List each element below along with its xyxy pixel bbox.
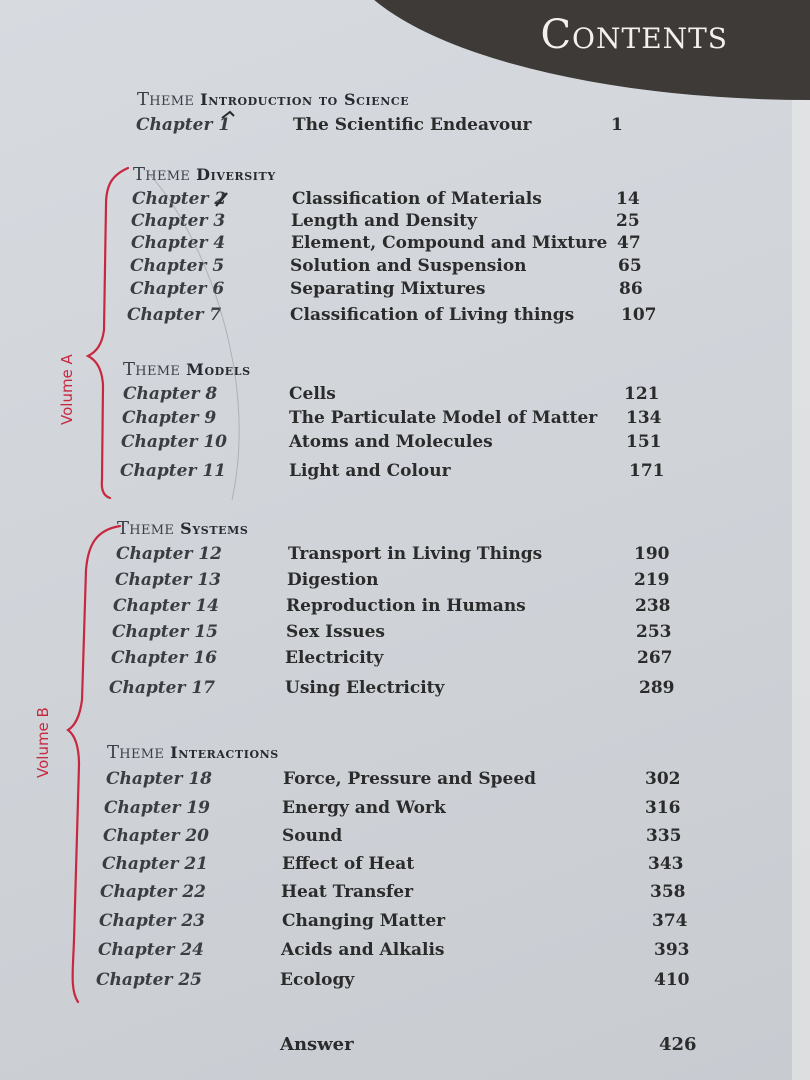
chapter-number: Chapter 9 xyxy=(122,408,217,428)
chapter-title: Classification of Living things xyxy=(290,305,575,325)
chapter-page: 14 xyxy=(616,189,640,209)
chapter-title: Classification of Materials xyxy=(292,189,542,209)
chapter-title: Ecology xyxy=(280,970,355,990)
chapter-number: Chapter 16 xyxy=(111,648,217,668)
chapter-title: Heat Transfer xyxy=(281,882,414,902)
chapter-page: 171 xyxy=(629,461,665,481)
chapter-page: 238 xyxy=(635,596,671,616)
answer-label: Answer xyxy=(280,1034,354,1055)
chapter-page: 1 xyxy=(611,115,623,135)
chapter-page: 253 xyxy=(636,622,672,642)
chapter-title: Separating Mixtures xyxy=(290,279,486,299)
chapter-page: 343 xyxy=(648,854,684,874)
chapter-number: Chapter 6 xyxy=(130,279,225,299)
chapter-title: Effect of Heat xyxy=(282,854,415,874)
chapter-page: 219 xyxy=(634,570,670,590)
theme-name: Interactions xyxy=(170,743,279,762)
chapter-page: 107 xyxy=(621,305,657,325)
chapter-title: Sound xyxy=(282,826,343,846)
chapter-title: Solution and Suspension xyxy=(290,256,527,276)
chapter-number: Chapter 1 xyxy=(136,115,231,135)
chapter-title: Digestion xyxy=(287,570,379,590)
chapter-number: Chapter 25 xyxy=(96,970,202,990)
chapter-page: 86 xyxy=(619,279,643,299)
theme-name: Models xyxy=(186,360,251,379)
page-title: Contents xyxy=(540,12,728,58)
chapter-title: The Scientific Endeavour xyxy=(293,115,532,135)
chapter-title: Reproduction in Humans xyxy=(286,596,526,616)
chapter-number: Chapter 7 xyxy=(127,305,222,325)
chapter-page: 335 xyxy=(646,826,682,846)
chapter-number: Chapter 13 xyxy=(115,570,221,590)
theme-name: Introduction to Science xyxy=(200,90,410,109)
chapter-page: 65 xyxy=(618,256,642,276)
chapter-title: Length and Density xyxy=(291,211,478,231)
chapter-page: 47 xyxy=(617,233,641,253)
chapter-page: 316 xyxy=(645,798,681,818)
volume-b-annotation: Volume B xyxy=(34,707,52,778)
chapter-title: The Particulate Model of Matter xyxy=(289,408,598,428)
chapter-number: Chapter 5 xyxy=(130,256,225,276)
chapter-number: Chapter 23 xyxy=(99,911,205,931)
chapter-page: 25 xyxy=(616,211,640,231)
chapter-number: Chapter 18 xyxy=(106,769,212,789)
chapter-number: Chapter 8 xyxy=(123,384,218,404)
chapter-page: 267 xyxy=(637,648,673,668)
chapter-number: Chapter 20 xyxy=(103,826,209,846)
chapter-title: Sex Issues xyxy=(286,622,385,642)
chapter-page: 289 xyxy=(639,678,675,698)
chapter-page: 302 xyxy=(645,769,681,789)
chapter-number: Chapter 14 xyxy=(113,596,219,616)
chapter-page: 374 xyxy=(652,911,688,931)
chapter-title: Changing Matter xyxy=(282,911,446,931)
chapter-title: Atoms and Molecules xyxy=(289,432,493,452)
chapter-page: 393 xyxy=(654,940,690,960)
chapter-number: Chapter 21 xyxy=(102,854,208,874)
chapter-number: Chapter 3 xyxy=(131,211,226,231)
chapter-title: Element, Compound and Mixture xyxy=(291,233,608,253)
chapter-number: Chapter 11 xyxy=(120,461,226,481)
chapter-title: Electricity xyxy=(285,648,384,668)
chapter-page: 190 xyxy=(634,544,670,564)
chapter-number: Chapter 2 xyxy=(132,189,227,209)
theme-name: Systems xyxy=(180,519,249,538)
theme-word: Theme xyxy=(133,164,191,185)
chapter-page: 151 xyxy=(626,432,662,452)
chapter-title: Using Electricity xyxy=(285,678,445,698)
chapter-page: 121 xyxy=(624,384,660,404)
chapter-title: Energy and Work xyxy=(282,798,446,818)
chapter-page: 134 xyxy=(626,408,662,428)
chapter-title: Acids and Alkalis xyxy=(281,940,445,960)
volume-a-annotation: Volume A xyxy=(58,354,76,425)
theme-word: Theme xyxy=(123,359,181,380)
chapter-number: Chapter 17 xyxy=(109,678,215,698)
theme-word: Theme xyxy=(137,89,195,110)
answer-page: 426 xyxy=(659,1034,697,1055)
chapter-page: 358 xyxy=(650,882,686,902)
chapter-title: Transport in Living Things xyxy=(288,544,543,564)
theme-word: Theme xyxy=(107,742,165,763)
chapter-number: Chapter 22 xyxy=(100,882,206,902)
chapter-title: Light and Colour xyxy=(289,461,451,481)
chapter-number: Chapter 15 xyxy=(112,622,218,642)
chapter-number: Chapter 4 xyxy=(131,233,226,253)
theme-word: Theme xyxy=(117,518,175,539)
chapter-title: Cells xyxy=(289,384,336,404)
chapter-title: Force, Pressure and Speed xyxy=(283,769,537,789)
chapter-page: 410 xyxy=(654,970,690,990)
chapter-number: Chapter 24 xyxy=(98,940,204,960)
chapter-number: Chapter 10 xyxy=(121,432,227,452)
chapter-number: Chapter 19 xyxy=(104,798,210,818)
chapter-number: Chapter 12 xyxy=(116,544,222,564)
theme-name: Diversity xyxy=(196,165,276,184)
